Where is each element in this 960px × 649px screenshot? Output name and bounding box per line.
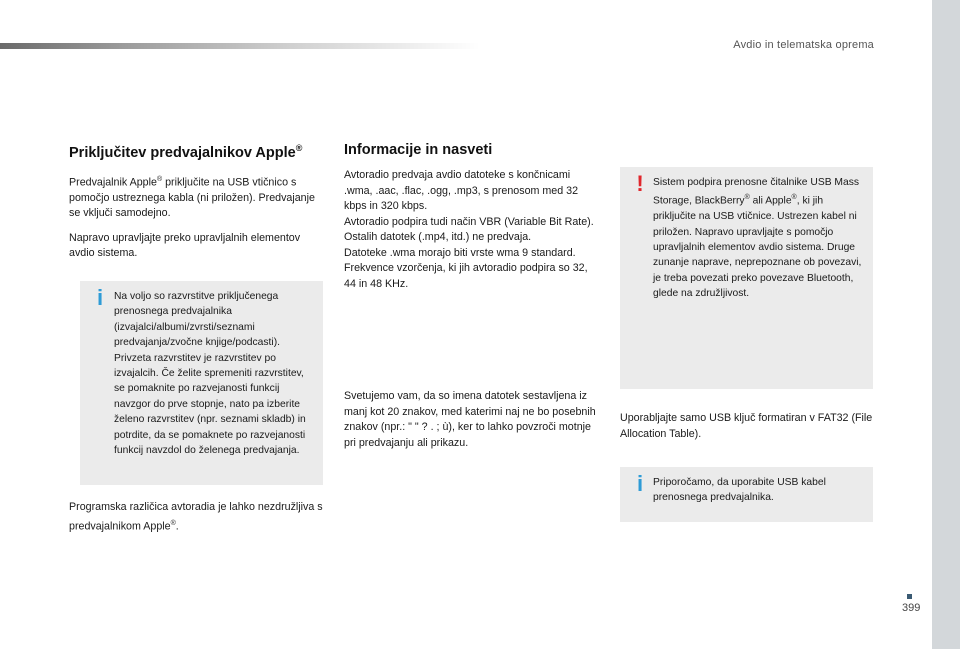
right-info-box xyxy=(620,467,873,522)
left-paragraph-2: Napravo upravljajte preko upravljalnih elementov avdio sistema. xyxy=(69,231,301,260)
page-marker xyxy=(907,594,912,599)
header-gradient-bar xyxy=(0,43,480,49)
page-edge-strip xyxy=(932,0,960,649)
middle-paragraph-3: Ostalih datotek (.mp4, itd.) ne predvaja. xyxy=(344,231,532,243)
left-paragraph-1: Predvajalnik Apple® priključite na USB vtičnico s pomočjo ustreznega kabla (ni priložen). Predvajanje se vključi samodejno. xyxy=(69,175,315,220)
left-heading: Priključitev predvajalnikov Apple® xyxy=(69,143,303,161)
right-warning-box xyxy=(620,167,873,389)
middle-heading: Informacije in nasveti xyxy=(344,142,493,158)
info-icon: i xyxy=(636,471,644,496)
middle-paragraph-2: Avtoradio podpira tudi način VBR (Variable Bit Rate). xyxy=(344,215,594,228)
right-paragraph: Uporabljajte samo USB ključ formatiran v FAT32 (File Allocation Table). xyxy=(620,412,873,440)
middle-paragraph-5: Frekvence vzorčenja, ki jih avtoradio podpira so 32, 44 in 48 KHz. xyxy=(344,262,588,290)
info-icon: i xyxy=(96,285,104,310)
section-title: Avdio in telematska oprema xyxy=(733,39,874,51)
left-bottom-paragraph: Programska različica avtoradia je lahko nezdružljiva s predvajalnikom Apple®. xyxy=(69,501,323,533)
page-number: 399 xyxy=(902,602,921,614)
warning-icon: ! xyxy=(636,171,644,196)
left-column xyxy=(69,139,323,271)
left-info-box xyxy=(80,281,323,485)
middle-paragraph-1: Avtoradio predvaja avdio datoteke s končnicami .wma, .aac, .flac, .ogg, .mp3, s prenosom med 32 kbps in 320 kbps. xyxy=(344,169,579,212)
middle-paragraph-4: Datoteke .wma morajo biti vrste wma 9 standard. xyxy=(344,246,576,259)
right-warning-text: Sistem podpira prenosne čitalnike USB Mass Storage, BlackBerry® ali Apple®, ki jih priključite na USB vtičnice. Ustrezen kabel ni priložen. Napravo upravljajte s pomočjo upravljalnih elementov avdio sistema. Druge zunanje naprave, neprepoznane ob povezavi, je treba povezati preko povezave Bluetooth, glede na združljivost. xyxy=(653,177,862,300)
right-info-text: Priporočamo, da uporabite USB kabel prenosnega predvajalnika. xyxy=(653,477,826,504)
left-info-text: Na voljo so razvrstitve priključenega prenosnega predvajalnika (izvajalci/albumi/zvrsti/seznami predvajanja/zvočne knjige/podcasti). Privzeta razvrstitev je razvrstitev po izvajalcih. Če želite spremeniti razvrstitev, se pomaknite po razvejanosti funkcij navzgor do prve stopnje, nato pa izberite želeno razvrstitev (npr. seznami skladb) in potrdite, da se pomaknete po razvejanosti funkcij navzdol do želenega predvajanja. xyxy=(114,291,306,457)
middle-paragraph-6: Svetujemo vam, da so imena datotek sestavljena iz manj kot 20 znakov, med katerimi naj ne bo posebnih znakov (npr.: " " ? . ; ù), ker to lahko povzroči motnje pri predvajanju ali prikazu. xyxy=(344,390,596,449)
middle-column xyxy=(344,141,600,292)
